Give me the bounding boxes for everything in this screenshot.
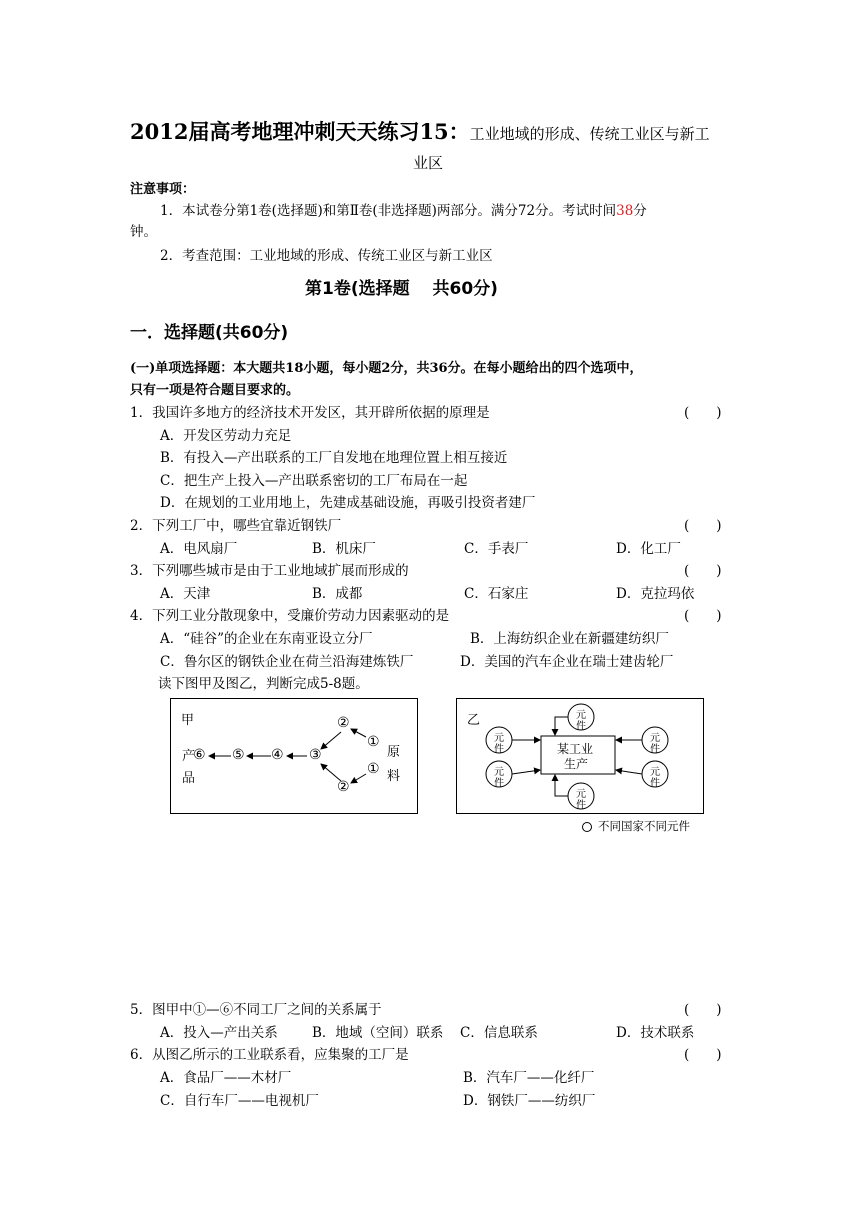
figure-jia-raw-label-1: 原 bbox=[387, 745, 401, 760]
question-5-option-d: D．技术联系 bbox=[616, 1025, 695, 1041]
figure-yi-label: 乙 bbox=[467, 713, 481, 728]
legend-text: 不同国家不同元件 bbox=[598, 819, 690, 833]
exam-time-value: 38 bbox=[616, 203, 634, 219]
question-4-stem: 4．下列工业分散现象中，受廉价劳动力因素驱动的是 bbox=[130, 608, 450, 624]
question-3-option-b: B．成都 bbox=[312, 586, 363, 602]
question-4-option-b: B．上海纺织企业在新疆建纺织厂 bbox=[470, 631, 669, 647]
title-sub-continued: 业区 bbox=[413, 154, 444, 172]
question-1-option-b: B．有投入—产出联系的工厂自发地在地理位置上相互接近 bbox=[160, 450, 508, 466]
question-2-stem: 2．下列工厂中，哪些宜靠近钢铁厂 bbox=[130, 518, 342, 534]
question-1-option-d: D．在规划的工业用地上，先建成基础设施，再吸引投资者建厂 bbox=[160, 495, 536, 511]
subsection-line-1: (一)单项选择题：本大题共18小题，每小题2分，共36分。在每小题给出的四个选项中， bbox=[130, 361, 643, 376]
figure-jia-label: 甲 bbox=[181, 713, 195, 728]
title-sub: 工业地域的形成、传统工业区与新工 bbox=[469, 125, 710, 143]
document-title bbox=[130, 116, 710, 146]
component-right-top-2: 件 bbox=[650, 744, 660, 755]
question-4-option-c: C．鲁尔区的钢铁企业在荷兰沿海建炼铁厂 bbox=[160, 654, 414, 670]
question-2-answer-blank: ( ) bbox=[684, 518, 722, 534]
question-1-option-c: C．把生产上投入—产出联系密切的工厂布局在一起 bbox=[160, 473, 468, 489]
component-right-bottom-1: 元 bbox=[650, 767, 660, 778]
question-5-option-c: C．信息联系 bbox=[460, 1025, 538, 1041]
question-6-option-c: C．自行车厂——电视机厂 bbox=[160, 1093, 319, 1109]
factory-1-top: ① bbox=[367, 734, 380, 750]
component-right-bottom-2: 件 bbox=[650, 778, 660, 789]
question-5-stem: 5．图甲中①—⑥不同工厂之间的关系属于 bbox=[130, 1002, 382, 1018]
component-left-top-1: 元 bbox=[494, 733, 504, 744]
legend-circle-icon bbox=[582, 822, 592, 832]
question-2-option-c: C．手表厂 bbox=[464, 541, 529, 557]
read-instruction: 读下图甲及图乙，判断完成5-8题。 bbox=[158, 676, 369, 692]
figure-yi bbox=[456, 698, 704, 814]
part1-title: 第1卷(选择题 共60分) bbox=[305, 279, 498, 299]
notes-item-1-unit: 分 bbox=[633, 203, 647, 219]
figure-yi-legend bbox=[582, 818, 690, 834]
figure-jia-product-label-2: 品 bbox=[182, 771, 196, 786]
component-top-1: 元 bbox=[576, 710, 586, 721]
factory-6: ⑥ bbox=[193, 747, 206, 763]
question-6-option-a: A．食品厂——木材厂 bbox=[160, 1070, 292, 1086]
component-bottom-1: 元 bbox=[576, 789, 586, 800]
question-6-answer-blank: ( ) bbox=[684, 1047, 722, 1063]
question-4-option-d: D．美国的汽车企业在瑞士建齿轮厂 bbox=[460, 654, 674, 670]
notes-item-1 bbox=[160, 199, 647, 219]
question-1-stem: 1．我国许多地方的经济技术开发区，其开辟所依据的原理是 bbox=[130, 405, 490, 421]
question-1-answer-blank: ( ) bbox=[684, 405, 722, 421]
question-4-option-a: A．“硅谷”的企业在东南亚设立分厂 bbox=[160, 631, 373, 647]
factory-5: ⑤ bbox=[232, 747, 245, 763]
component-bottom-2: 件 bbox=[576, 800, 586, 811]
factory-2-bottom: ② bbox=[337, 779, 350, 795]
section1-title: 一．选择题(共60分) bbox=[130, 323, 289, 343]
question-6-stem: 6．从图乙所示的工业联系看，应集聚的工厂是 bbox=[130, 1047, 409, 1063]
figure-jia-arrows bbox=[171, 699, 417, 813]
question-1-option-a: A．开发区劳动力充足 bbox=[160, 428, 292, 444]
question-2-option-d: D．化工厂 bbox=[616, 541, 681, 557]
title-main: 2012届高考地理冲刺天天练习15： bbox=[130, 119, 470, 144]
notes-item-2: 2．考查范围：工业地域的形成、传统工业区与新工业区 bbox=[160, 248, 493, 264]
factory-1-bottom: ① bbox=[367, 761, 380, 777]
factory-4: ④ bbox=[271, 747, 284, 763]
center-industry-label-1: 某工业 bbox=[557, 742, 594, 756]
figure-jia-raw-label-2: 料 bbox=[387, 769, 401, 784]
question-5-answer-blank: ( ) bbox=[684, 1002, 722, 1018]
factory-2-top: ② bbox=[337, 715, 350, 731]
component-top-2: 件 bbox=[576, 721, 586, 732]
subsection-line-2: 只有一项是符合题目要求的。 bbox=[130, 383, 300, 398]
question-3-stem: 3．下列哪些城市是由于工业地域扩展而形成的 bbox=[130, 563, 409, 579]
question-5-option-a: A．投入—产出关系 bbox=[160, 1025, 278, 1041]
figure-jia bbox=[170, 698, 418, 814]
question-6-option-b: B．汽车厂——化纤厂 bbox=[463, 1070, 595, 1086]
question-2-option-b: B．机床厂 bbox=[312, 541, 376, 557]
factory-3: ③ bbox=[309, 747, 322, 763]
center-industry-label-2: 生产 bbox=[564, 757, 589, 771]
component-left-bottom-2: 件 bbox=[494, 778, 504, 789]
question-3-option-c: C．石家庄 bbox=[464, 586, 529, 602]
question-2-option-a: A．电风扇厂 bbox=[160, 541, 238, 557]
question-3-answer-blank: ( ) bbox=[684, 563, 722, 579]
notes-item-1-cont: 钟。 bbox=[130, 224, 157, 240]
question-4-answer-blank: ( ) bbox=[684, 608, 722, 624]
figure-jia-product-label-1: 产 bbox=[182, 749, 196, 764]
component-left-bottom-1: 元 bbox=[494, 767, 504, 778]
question-6-option-d: D．钢铁厂——纺织厂 bbox=[463, 1093, 596, 1109]
question-3-option-a: A．天津 bbox=[160, 586, 211, 602]
question-3-option-d: D．克拉玛依 bbox=[616, 586, 695, 602]
notes-item-1-text: 1．本试卷分第1卷(选择题)和第Ⅱ卷(非选择题)两部分。满分72分。考试时间 bbox=[160, 203, 617, 219]
component-right-top-1: 元 bbox=[650, 733, 660, 744]
component-left-top-2: 件 bbox=[494, 744, 504, 755]
notes-heading: 注意事项： bbox=[130, 182, 196, 197]
question-5-option-b: B．地域（空间）联系 bbox=[312, 1025, 444, 1041]
